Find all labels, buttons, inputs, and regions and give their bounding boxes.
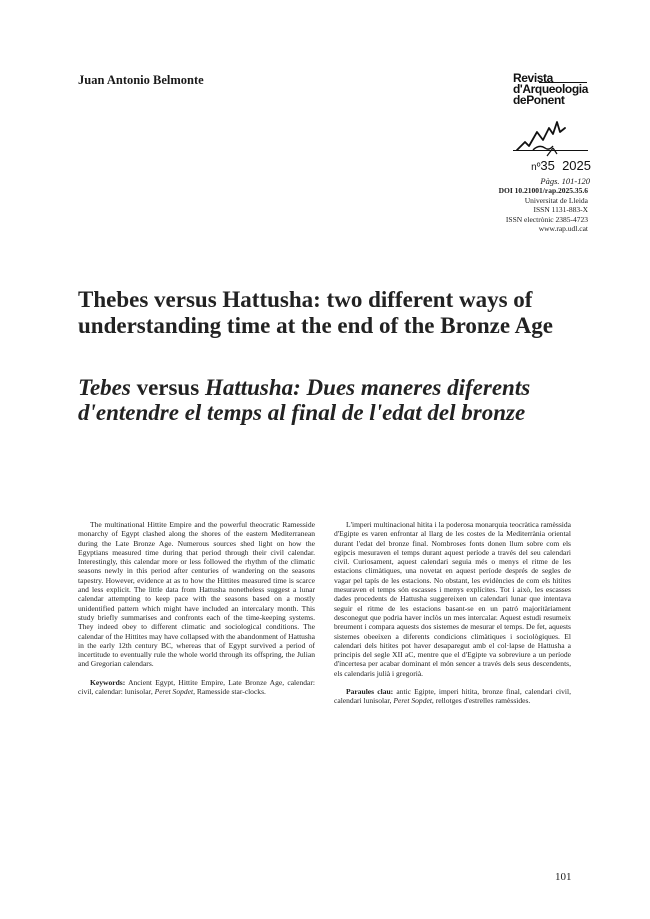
issn-electronic: ISSN electrònic 2385-4723 [505,214,588,224]
title-english: Thebes versus Hattusha: two different ways of understanding time at the end of the Bronze Age [78,287,553,338]
logo-rule [513,150,588,151]
title-catalan [78,375,578,425]
abstract-english: The multinational Hittite Empire and the powerful theocratic Ramesside monarchy of Egypt clashed along the shores of the eastern Mediterranean during the Late Bronze Age. Numerous sources shed light on how the Egyptians measured time during that period through their civil calendar. Interestingly, this calendar more or less followed the rhythm of the climatic seasons newly in this period after centuries of wandering on the seasons tapestry. However, evidence at as to how the Hittites measured time is scarce and less explicit. The little data from Hattusha nonetheless suggest a lunar calendar attempting to keep pace with the seasons based on a mostly unidentified pattern which might have included an intercalary month. This study briefly summarises and confronts each of the time-keeping systems. They indeed obey to different climatic and sociological conditions. The calendar of the Hittites may have collapsed with the abandonment of Hattusha in the early 12th century BC, whereas that of Egypt survived a period of incertitude to eventually rule the whole world through its offspring, the Julian and Gregorian calendars. [78,520,315,669]
keywords-english-text-b: , Ramesside star-clocks. [193,687,266,697]
page-range: Pàgs. 101-120 [540,176,590,186]
keywords-catalan-italic: Peret Sopdet [393,696,432,706]
website: www.rap.udl.cat [538,224,588,234]
abstract-english-column [78,520,315,696]
keywords-english [78,678,315,697]
keywords-english-label: Keywords: [90,677,126,687]
doi: DOI 10.21001/rap.2025.35.6 [498,186,588,195]
issn: ISSN 1131-883-X [533,205,588,215]
journal-logo-icon [513,118,573,162]
issue-number: 35 [540,158,555,173]
keywords-english-italic: Peret Sopdet [154,687,194,697]
keywords-catalan-text-a: antic Egipte, imperi hitita, bronze final, calendari civil, calendari lunisolar, [334,687,571,706]
journal-masthead [513,73,588,106]
masthead-rule [539,82,587,83]
page-number: 101 [555,871,572,883]
abstract-catalan: L'imperi multinacional hitita i la poderosa monarquia teocràtica ramèssida d'Egipte es varen enfrontar al llarg de les costes de la Mediterrània oriental durant l'edat del bronze final. Nombroses fonts donen llum sobre com els egipcis mesuraven el temps durant aquest període a través del seu calendari civil. Curiosament, aquest calendari seguia més o menys el ritme de les estacions climàtiques, una novetat en aquest període després de segles de vagar pel tapís de les estacions. No obstant, les evidències de com els hitites mesuraven el temps són escasses i menys explícites. Tot i això, les escasses dades procedents de Hattusha suggereixen un calendari lunar que intentava seguir el ritme de les estacions basant-se en un patró majoritàriament desconegut que podria haver inclòs un mes intercalar. Aquest estudi resumeix breument i compara aquests dos sistemes de mesurar el temps. De fet, aquests sistemes obeeixen a diferents condicions climàtiques i sociològiques. El calendari dels hitites pot haver desaparegut amb el col·lapse de Hattusha a principis del segle XII aC, mentre que el d'Egipte va sobreviure a un període d'incertesa per acabar dominant el món sencer a través dels seus descendents, els calendaris julià i gregorià. [334,520,571,678]
title-catalan-part-2: versus [130,375,205,400]
issue-info [511,158,591,173]
abstract-catalan-column [334,520,571,706]
journal-name-line-3: dePonent [513,93,565,107]
keywords-catalan-label: Paraules clau: [346,687,394,697]
publisher: Universitat de Lleida [524,195,588,205]
issue-prefix: nº [531,162,541,173]
title-catalan-part-1: Tebes [78,375,131,400]
journal-name-line-1: Revista [513,71,553,85]
keywords-english-text-a: Ancient Egypt, Hittite Empire, Late Bronze Age, calendar: civil, calendar: lunisolar, [78,677,315,697]
issue-year: 2025 [562,158,591,173]
author-name: Juan Antonio Belmonte [78,73,204,87]
title-catalan-part-3: Hattusha: Dues maneres diferents d'entendre el temps al final de l'edat del bronze [78,375,531,425]
keywords-catalan [334,687,571,706]
keywords-catalan-text-b: , rellotges d'estrelles ramèssides. [431,696,531,706]
journal-name-line-2: d'Arqueologia [513,82,588,96]
publication-meta [380,186,588,234]
